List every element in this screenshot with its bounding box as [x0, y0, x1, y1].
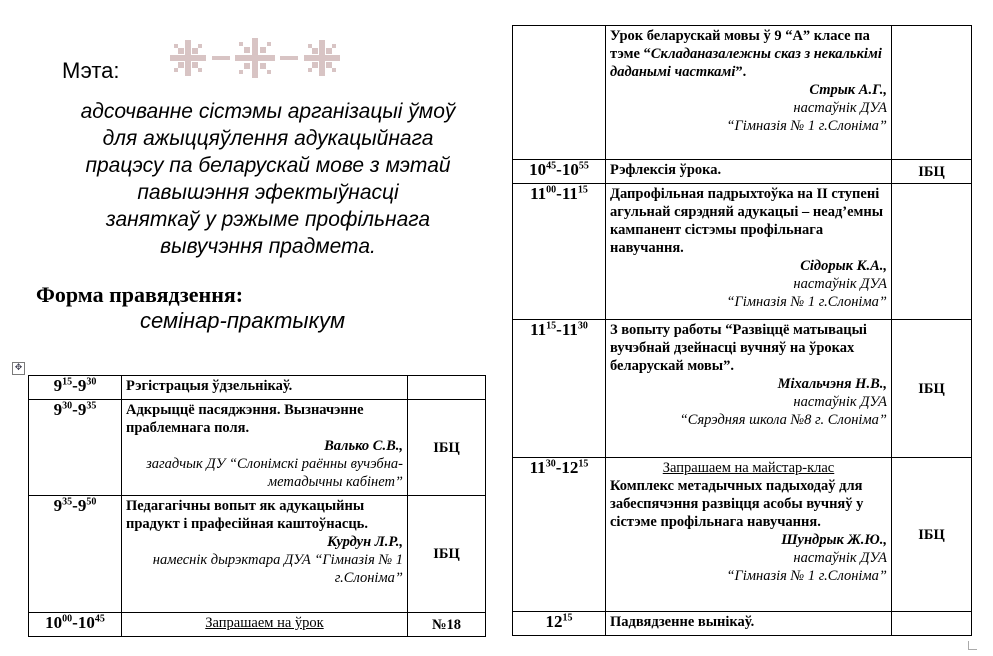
table-row	[513, 612, 972, 636]
speaker-position: “Гімназія № 1 г.Слоніма”	[726, 568, 887, 584]
time-cell: $10^{45}-10^{55}$	[513, 160, 606, 184]
left-schedule-table	[28, 375, 486, 637]
table-row	[29, 376, 486, 400]
table-row	[29, 496, 486, 613]
speaker-name: Сідорык К.А.,	[800, 258, 887, 274]
time-cell: $12^{15}$	[513, 612, 606, 636]
time-cell	[513, 26, 606, 160]
form-label: Форма правядзення:	[36, 282, 244, 307]
table-row	[513, 184, 972, 320]
time-cell: $11^{00}-11^{15}$	[513, 184, 606, 320]
time-cell: $9^{15}-9^{30}$	[29, 376, 122, 400]
room-cell: ІБЦ	[892, 458, 972, 612]
room-cell: ІБЦ	[892, 320, 972, 458]
goal-text	[58, 98, 478, 260]
speaker-position: настаўнік ДУА	[793, 394, 887, 410]
room-cell	[892, 26, 972, 160]
room-cell: ІБЦ	[408, 496, 486, 613]
table-row	[29, 400, 486, 496]
event-cell: Рэгістрацыя ўдзельнікаў.	[122, 376, 408, 400]
goal-line: працэсу па беларускай мове з мэтай	[85, 154, 451, 177]
speaker-position: загадчык ДУ “Слонімскі раённы вучэбна-метадычны кабінет”	[146, 456, 403, 490]
event-cell: Запрашаем на майстар-клас Комплекс метадычных падыходаў для забеспячэння развіцця асобы вучняў у сістэме профільнага навучання. Шундрык Ж.Ю., настаўнік ДУА “Гімназія № 1 г.Слоніма”	[606, 458, 892, 612]
right-schedule-table	[512, 25, 972, 636]
event-cell: Падвядзенне вынікаў.	[606, 612, 892, 636]
table-row	[513, 320, 972, 458]
room-cell: ІБЦ	[408, 400, 486, 496]
event-cell: Урок беларускай мовы ў 9 “А” класе па тэме “Складаназалежны сказ з некалькімі даданымі часткамі”. Стрык А.Г., настаўнік ДУА “Гімназія № 1 г.Слоніма”	[606, 26, 892, 160]
goal-label: Мэта:	[62, 58, 120, 83]
speaker-name: Міхальчэня Н.В.,	[777, 376, 887, 392]
event-cell: Педагагічны вопыт як адукацыйны прадукт і прафесійная каштоўнасць. Курдун Л.Р., намеснік дырэктара ДУА “Гімназія № 1 г.Слоніма”	[122, 496, 408, 613]
speaker-position: настаўнік ДУА	[793, 100, 887, 116]
table-row	[513, 458, 972, 612]
event-cell: Адкрыццё пасяджэння. Вызначэнне праблемнага поля. Валько С.В., загадчык ДУ “Слонімскі раённы вучэбна-метадычны кабінет”	[122, 400, 408, 496]
table-row	[513, 160, 972, 184]
form-value: семінар-практыкум	[140, 308, 346, 333]
room-cell	[892, 184, 972, 320]
speaker-name: Курдун Л.Р.,	[327, 534, 403, 550]
speaker-position: “Сярэдняя школа №8 г. Слоніма”	[679, 412, 887, 428]
speaker-name: Стрык А.Г.,	[809, 82, 887, 98]
goal-line: адсочванне сістэмы арганізацыі ўмоў	[80, 100, 456, 123]
event-cell: З вопыту работы “Развіццё матывацыі вучэбнай дзейнасці вучняў на ўроках беларускай мовы”. Міхальчэня Н.В., настаўнік ДУА “Сярэдняя школа №8 г. Слоніма”	[606, 320, 892, 458]
room-cell	[892, 612, 972, 636]
speaker-name: Валько С.В.,	[324, 438, 403, 454]
goal-line: павышэння эфектыўнасці	[137, 181, 399, 204]
room-cell	[408, 376, 486, 400]
time-cell: $9^{30}-9^{35}$	[29, 400, 122, 496]
event-cell: Рэфлексія ўрока.	[606, 160, 892, 184]
speaker-position: “Гімназія № 1 г.Слоніма”	[726, 118, 887, 134]
room-cell: ІБЦ	[892, 160, 972, 184]
table-move-handle-icon[interactable]: ✥	[12, 362, 25, 375]
speaker-position: намеснік дырэктара ДУА “Гімназія № 1 г.Слоніма”	[152, 552, 403, 586]
speaker-position: “Гімназія № 1 г.Слоніма”	[726, 294, 887, 310]
time-cell: $9^{35}-9^{50}$	[29, 496, 122, 613]
table-row	[29, 613, 486, 637]
speaker-position: настаўнік ДУА	[793, 276, 887, 292]
table-row	[513, 26, 972, 160]
time-cell: $11^{30}-12^{15}$	[513, 458, 606, 612]
time-cell: $11^{15}-11^{30}$	[513, 320, 606, 458]
page-corner-mark	[968, 641, 977, 650]
speaker-name: Шундрык Ж.Ю.,	[781, 532, 887, 548]
room-cell: №18	[408, 613, 486, 637]
ornament-icon	[160, 36, 350, 80]
goal-line: вывучэння прадмета.	[160, 235, 376, 258]
event-cell: Дапрофільная падрыхтоўка на ІІ ступені агульнай сярэдняй адукацыі – неад’емны кампанент сістэмы профільнага навучання. Сідорык К.А., настаўнік ДУА “Гімназія № 1 г.Слоніма”	[606, 184, 892, 320]
goal-line: заняткаў у рэжыме профільнага	[105, 208, 431, 231]
goal-line: для ажыццяўлення адукацыйнага	[102, 127, 434, 150]
speaker-position: настаўнік ДУА	[793, 550, 887, 566]
event-cell: Запрашаем на ўрок	[122, 613, 408, 637]
time-cell: $10^{00}-10^{45}$	[29, 613, 122, 637]
